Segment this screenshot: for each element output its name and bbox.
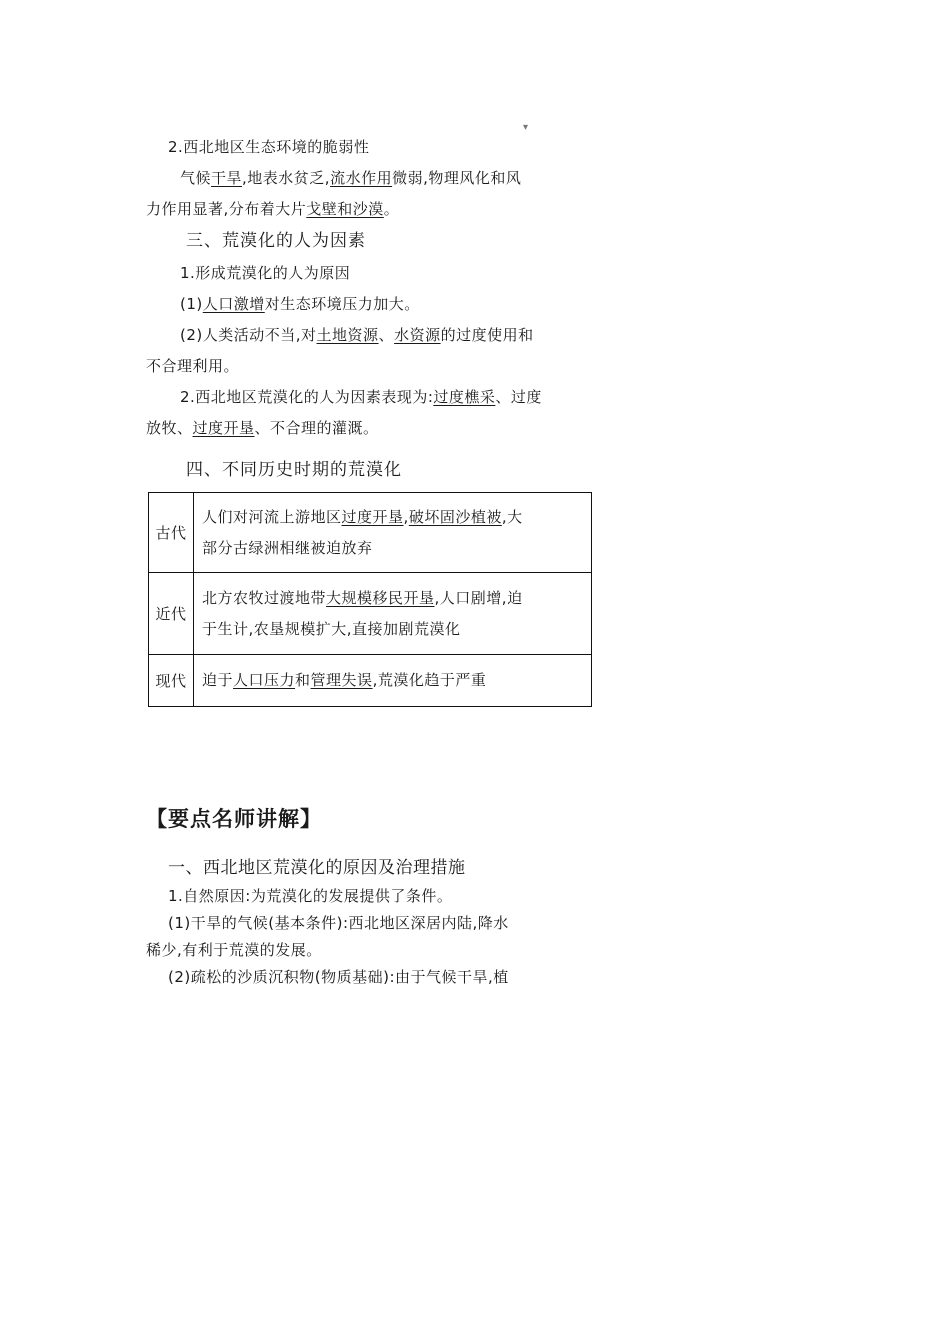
- section-title: 【要点名师讲解】: [146, 807, 322, 831]
- s2-para-line1: 气候干旱,地表水贫乏,流水作用微弱,物理风化和风: [180, 169, 522, 187]
- s4-heading: 四、不同历史时期的荒漠化: [186, 460, 402, 480]
- section-line4: (2)疏松的沙质沉积物(物质基础):由于气候干旱,植: [168, 968, 509, 986]
- s3-line1: 1.形成荒漠化的人为原因: [180, 264, 351, 282]
- blank-answer: 人口压力: [233, 671, 296, 689]
- blank-answer: 管理失误: [310, 671, 373, 689]
- s3-line3: (2)人类活动不当,对土地资源、水资源的过度使用和: [180, 326, 534, 344]
- era-cell: 近代: [149, 573, 194, 655]
- s3-line5: 2.西北地区荒漠化的人为因素表现为:过度樵采、过度: [180, 388, 542, 406]
- blank-answer: 人口激增: [202, 295, 265, 313]
- section-heading: 一、西北地区荒漠化的原因及治理措施: [168, 858, 466, 878]
- s2-title: 2.西北地区生态环境的脆弱性: [168, 138, 370, 156]
- blank-answer: 水资源: [394, 326, 441, 344]
- blank-answer: 过度樵采: [433, 388, 496, 406]
- blank-answer: 干旱: [211, 169, 243, 187]
- desc-cell: 迫于人口压力和管理失误,荒漠化趋于严重: [194, 655, 592, 707]
- s3-line4: 不合理利用。: [146, 357, 240, 375]
- table-row: [149, 655, 592, 707]
- table-row: [149, 573, 592, 655]
- era-cell: 现代: [149, 655, 194, 707]
- table-row: [149, 493, 592, 573]
- blank-answer: 过度开垦: [192, 419, 255, 437]
- s3-line6: 放牧、过度开垦、不合理的灌溉。: [146, 419, 379, 437]
- section-line1: 1.自然原因:为荒漠化的发展提供了条件。: [168, 887, 453, 905]
- desc-cell: 人们对河流上游地区过度开垦,破坏固沙植被,大 部分古绿洲相继被迫放弃: [194, 493, 592, 573]
- s3-heading: 三、荒漠化的人为因素: [186, 231, 366, 251]
- blank-answer: 戈壁和沙漠: [306, 200, 384, 218]
- blank-answer: 破坏固沙植被: [408, 507, 502, 526]
- blank-answer: 土地资源: [316, 326, 379, 344]
- section-line2: (1)干旱的气候(基本条件):西北地区深居内陆,降水: [168, 914, 509, 932]
- blank-answer: 过度开垦: [341, 507, 404, 526]
- section-line3: 稀少,有利于荒漠的发展。: [146, 941, 322, 959]
- scan-mark: ▾: [523, 122, 529, 133]
- desc-cell: 北方农牧过渡地带大规模移民开垦,人口剧增,迫 于生计,农垦规模扩大,直接加剧荒漠化: [194, 573, 592, 655]
- era-cell: 古代: [149, 493, 194, 573]
- history-table: [148, 492, 592, 707]
- s3-line2: (1)人口激增对生态环境压力加大。: [180, 295, 420, 313]
- blank-answer: 流水作用: [330, 169, 393, 187]
- blank-answer: 大规模移民开垦: [326, 588, 435, 607]
- s2-para-line2: 力作用显著,分布着大片戈壁和沙漠。: [146, 200, 400, 218]
